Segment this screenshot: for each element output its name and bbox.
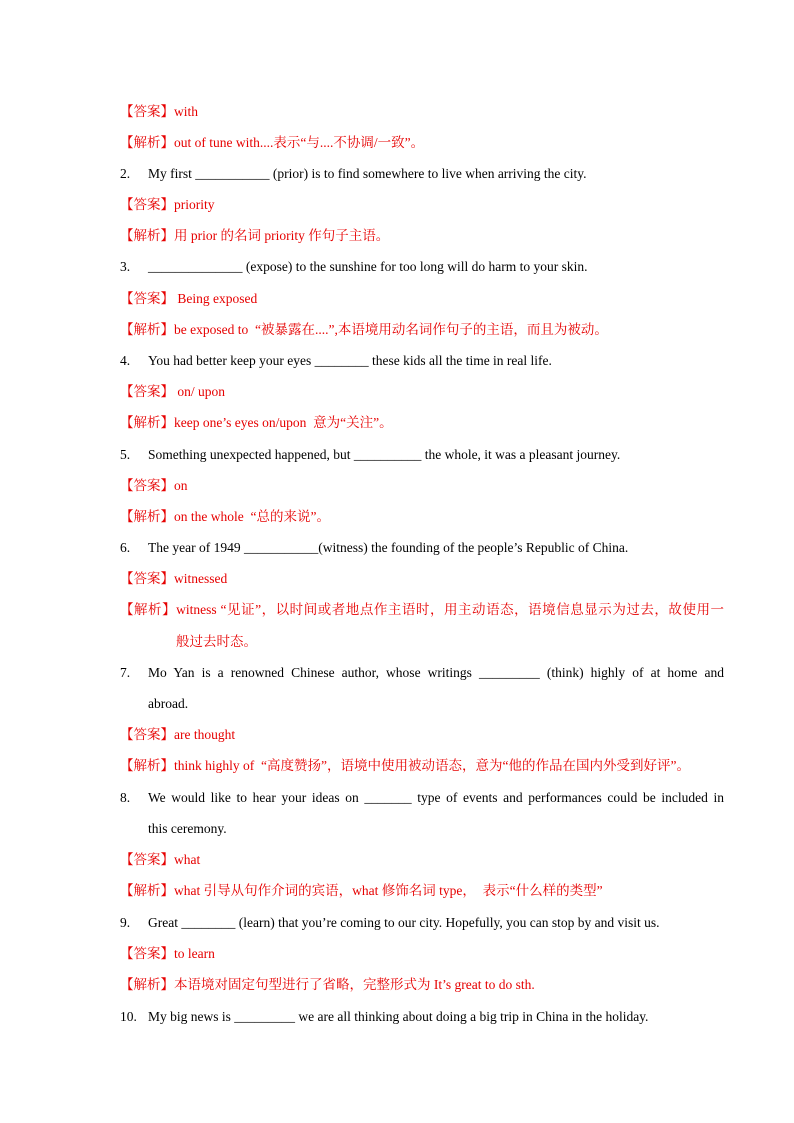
analysis-tag: 【解析】 [120, 415, 174, 430]
question-text: My big news is _________ we are all thinking about doing a big trip in China in the holiday. [148, 1009, 649, 1024]
analysis-text: on the whole “总的来说”。 [174, 509, 330, 524]
question-number: 8. [120, 790, 131, 805]
answer-text: are thought [174, 727, 236, 742]
question-text: Mo Yan is a renowned Chinese author, whose writings _________ (think) highly of at home and [148, 665, 724, 680]
question-number: 5. [120, 447, 131, 462]
analysis-text: be exposed to “被暴露在....”,本语境用动名词作句子的主语，而且为被动。 [174, 322, 608, 337]
answer-line-7 [120, 725, 724, 745]
question-number: 10. [120, 1009, 137, 1024]
question-text: Something unexpected happened, but __________ the whole, it was a pleasant journey. [148, 447, 621, 462]
question-10 [120, 1007, 724, 1027]
analysis-line-1 [120, 133, 724, 153]
analysis-text: out of tune with....表示“与....不协调/一致”。 [174, 135, 425, 150]
answer-tag: 【答案】 [120, 478, 174, 493]
question-text: Great ________ (learn) that you’re coming to our city. Hopefully, you can stop by and visit us. [148, 915, 660, 930]
analysis-text: witness “见证”，以时间或者地点作主语时，用主动语态，语境信息显示为过去，故使用一 [176, 602, 725, 617]
analysis-text: 用 prior 的名词 priority 作句子主语。 [174, 228, 390, 243]
answer-text: what [174, 852, 201, 867]
question-4 [120, 351, 724, 371]
question-number: 6. [120, 540, 131, 555]
question-5 [120, 445, 724, 465]
analysis-text: keep one’s eyes on/upon 意为“关注”。 [174, 415, 393, 430]
analysis-tag: 【解析】 [120, 228, 174, 243]
question-7-cont [148, 694, 724, 714]
answer-line-3 [120, 289, 724, 309]
question-number: 3. [120, 259, 131, 274]
answer-text: on/ upon [174, 384, 226, 399]
analysis-line-5 [120, 507, 724, 527]
answer-tag: 【答案】 [120, 946, 174, 961]
answer-tag: 【答案】 [120, 197, 174, 212]
analysis-text: what 引导从句作介词的宾语，what 修饰名词 type， 表示“什么样的类型” [174, 883, 603, 898]
answer-line-2 [120, 195, 724, 215]
answer-tag: 【答案】 [120, 571, 174, 586]
analysis-line-4 [120, 413, 724, 433]
analysis-tag: 【解析】 [120, 883, 174, 898]
question-2 [120, 164, 724, 184]
question-text: You had better keep your eyes ________ these kids all the time in real life. [148, 353, 552, 368]
answer-tag: 【答案】 [120, 727, 174, 742]
question-number: 4. [120, 353, 131, 368]
question-8 [120, 788, 724, 808]
answer-line-1 [120, 102, 724, 122]
question-number: 2. [120, 166, 131, 181]
analysis-line-6 [120, 600, 724, 620]
analysis-tag: 【解析】 [120, 509, 174, 524]
question-3 [120, 257, 724, 277]
question-text-cont: this ceremony. [148, 821, 227, 836]
analysis-line-8 [120, 881, 724, 901]
analysis-text: think highly of “高度赞扬”，语境中使用被动语态，意为“他的作品在国内外受到好评”。 [174, 758, 690, 773]
question-text: My first ___________ (prior) is to find somewhere to live when arriving the city. [148, 166, 587, 181]
answer-tag: 【答案】 [120, 852, 174, 867]
answer-text: to learn [174, 946, 215, 961]
answer-text: on [174, 478, 188, 493]
analysis-tag: 【解析】 [120, 758, 174, 773]
analysis-line-7 [120, 756, 724, 776]
question-number: 7. [120, 665, 131, 680]
answer-line-8 [120, 850, 724, 870]
question-text: The year of 1949 ___________(witness) the founding of the people’s Republic of China. [148, 540, 629, 555]
answer-tag: 【答案】 [120, 104, 174, 119]
analysis-tag: 【解析】 [120, 322, 174, 337]
analysis-text-cont: 般过去时态。 [176, 634, 257, 649]
question-6 [120, 538, 724, 558]
question-9 [120, 913, 724, 933]
analysis-line-9 [120, 975, 724, 995]
analysis-line-3 [120, 320, 724, 340]
analysis-line-6-cont [176, 632, 724, 652]
answer-text: witnessed [174, 571, 228, 586]
answer-line-4 [120, 382, 724, 402]
question-7 [120, 663, 724, 683]
question-number: 9. [120, 915, 131, 930]
question-text: ______________ (expose) to the sunshine for too long will do harm to your skin. [148, 259, 588, 274]
question-text: We would like to hear your ideas on _______ type of events and performances could be included in [148, 790, 724, 805]
question-8-cont [148, 819, 724, 839]
analysis-tag: 【解析】 [120, 977, 174, 992]
answer-text: Being exposed [174, 291, 258, 306]
answer-tag: 【答案】 [120, 384, 174, 399]
answer-tag: 【答案】 [120, 291, 174, 306]
answer-line-6 [120, 569, 724, 589]
answer-text: with [174, 104, 199, 119]
answer-text: priority [174, 197, 215, 212]
analysis-tag: 【解析】 [120, 135, 174, 150]
answer-line-9 [120, 944, 724, 964]
question-text-cont: abroad. [148, 696, 189, 711]
answer-line-5 [120, 476, 724, 496]
analysis-line-2 [120, 226, 724, 246]
analysis-text: 本语境对固定句型进行了省略，完整形式为 It’s great to do sth. [174, 977, 535, 992]
analysis-tag: 【解析】 [120, 602, 177, 617]
